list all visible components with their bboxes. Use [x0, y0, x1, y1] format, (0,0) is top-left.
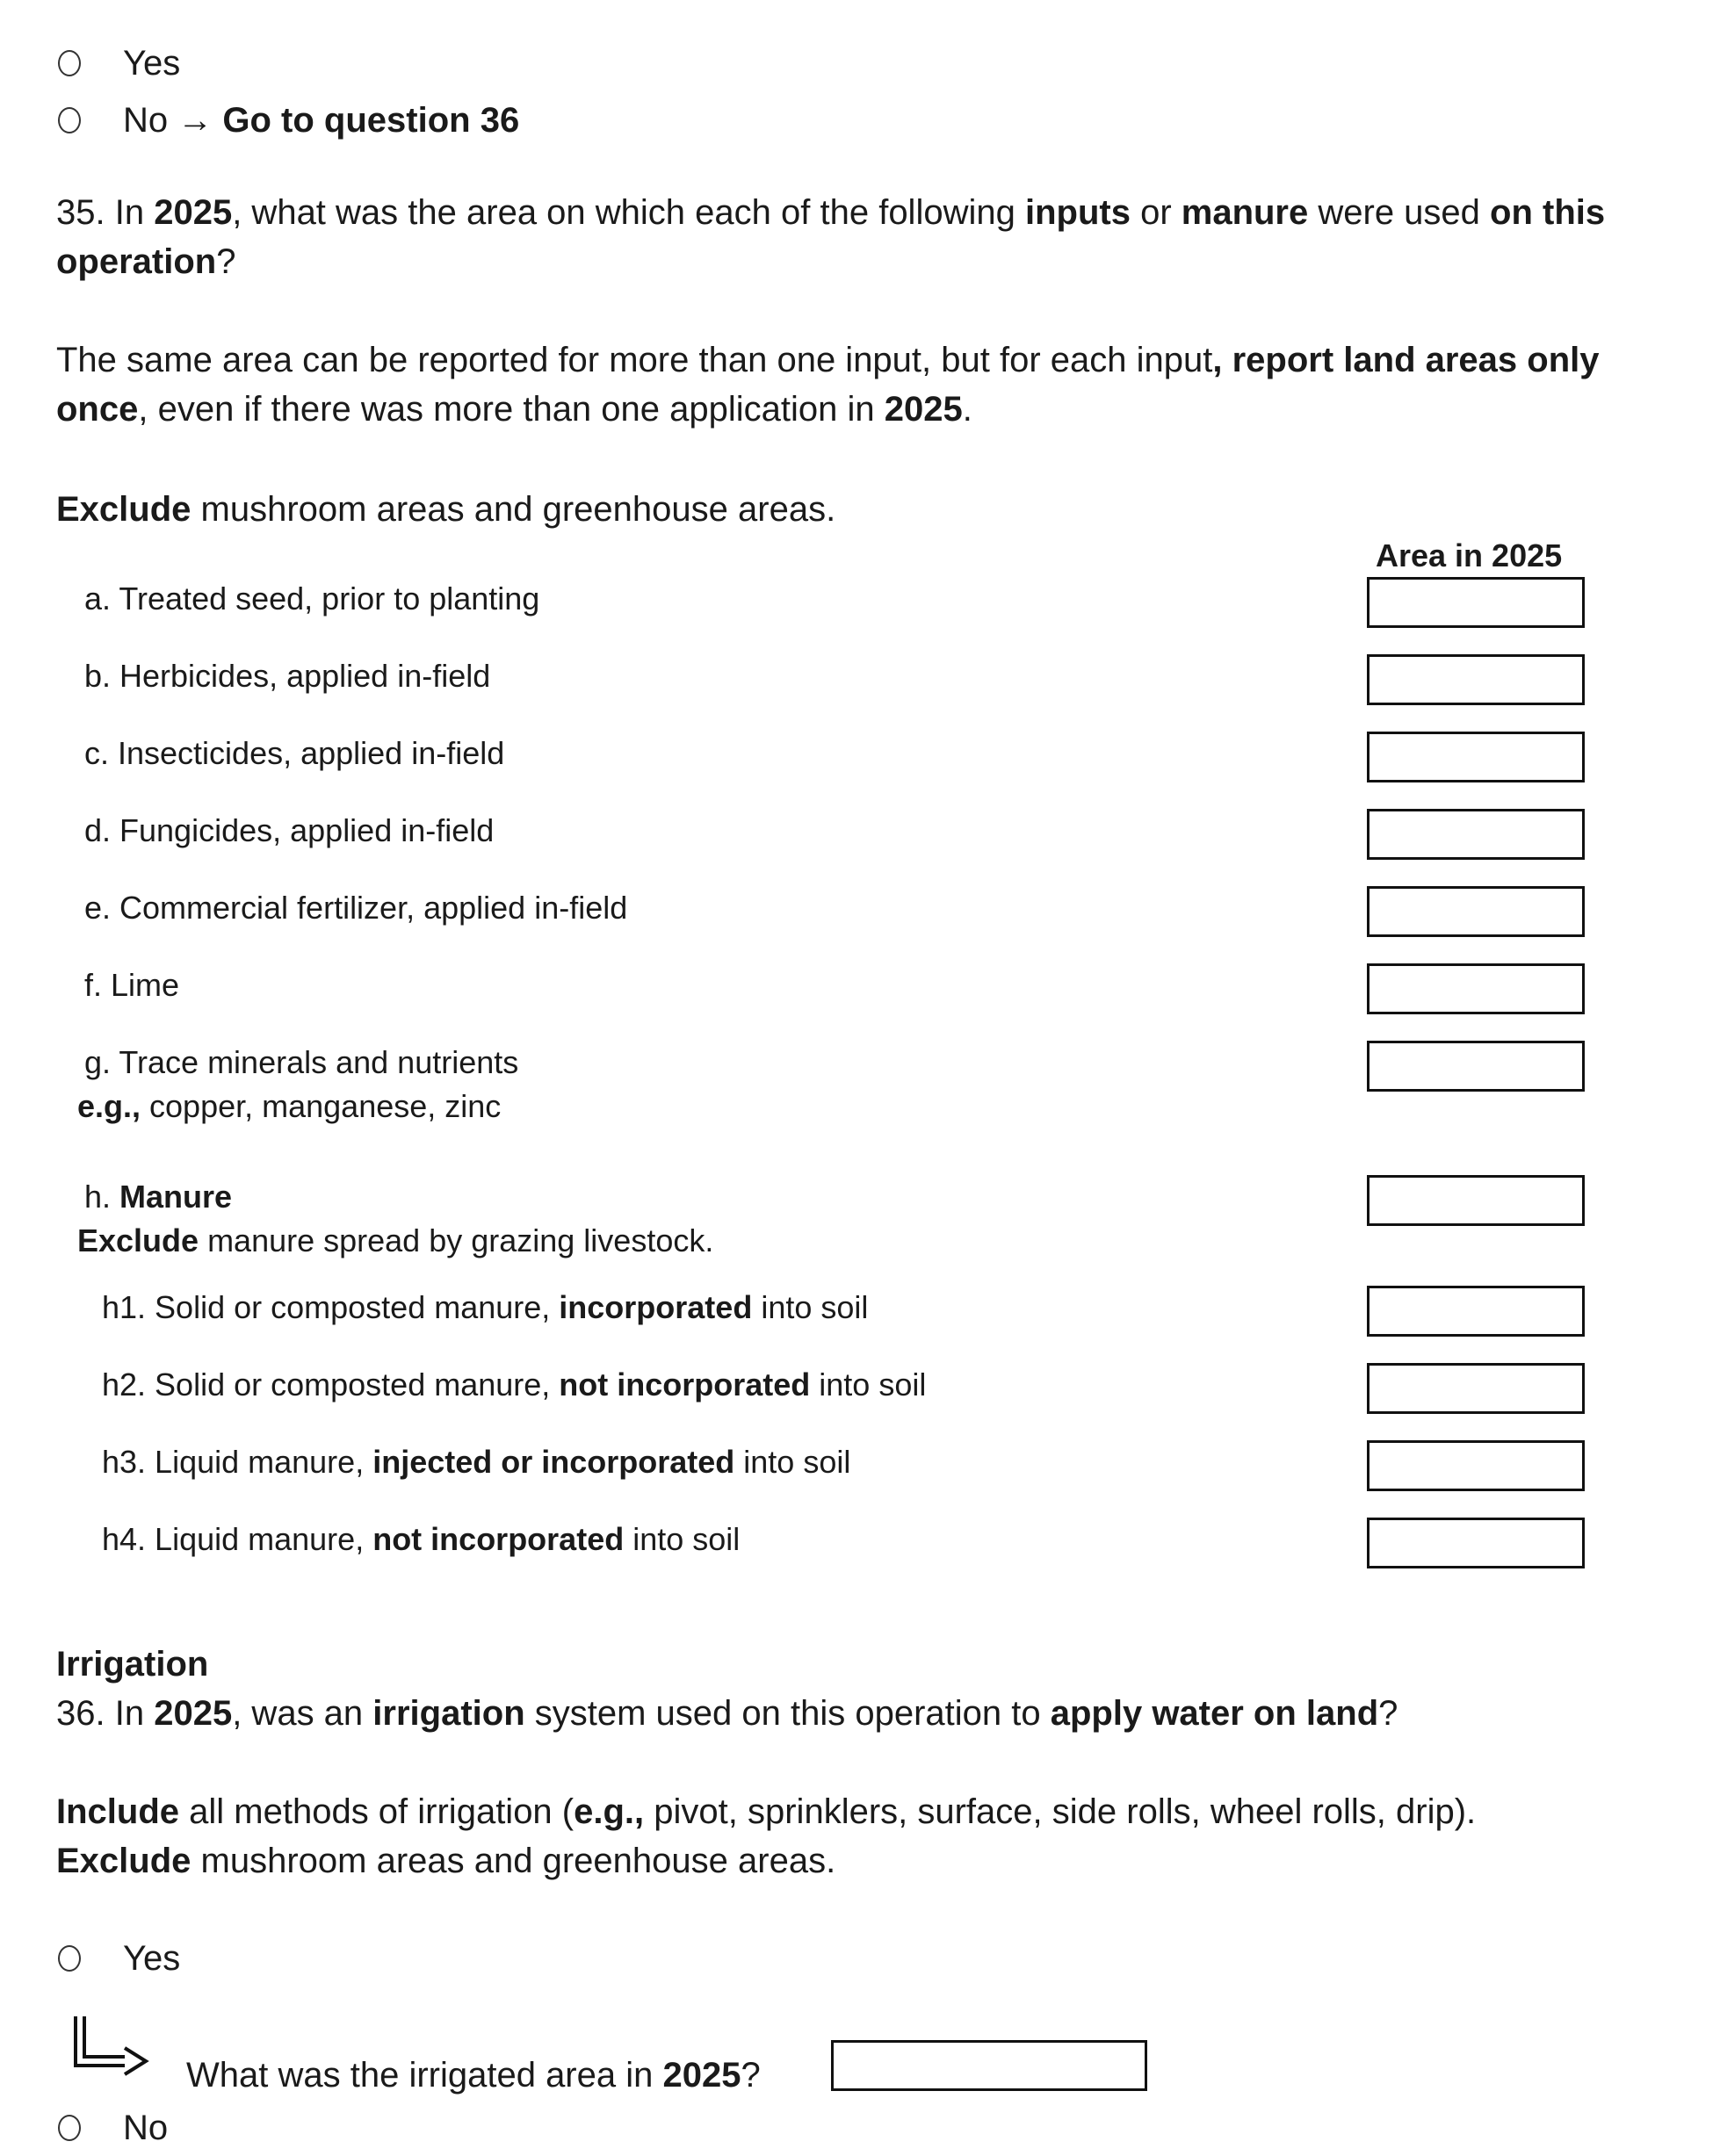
q36-instructions: [56, 1787, 1476, 1886]
q35-note: [56, 335, 1600, 434]
q35-inputs: inputs: [1024, 193, 1131, 232]
item-h3-bold: injected or incorporated: [372, 1444, 735, 1480]
area-input-f[interactable]: [1367, 963, 1585, 1014]
item-h-exclude-text: manure spread by grazing livestock.: [199, 1222, 714, 1258]
q36-followup-year: 2025: [662, 2056, 741, 2095]
item-h2-bold: not incorporated: [559, 1366, 811, 1402]
q36-followup-text: What was the irrigated area in: [186, 2056, 663, 2095]
q35-note-year: 2025: [884, 390, 963, 429]
radio-yes-q36[interactable]: [58, 1945, 81, 1972]
q36-include-eg: e.g.,: [574, 1792, 645, 1831]
radio-no-q36[interactable]: [58, 2115, 81, 2141]
area-input-h3[interactable]: [1367, 1440, 1585, 1491]
item-h3-label: [102, 1443, 850, 1482]
item-h4-label: [102, 1520, 740, 1559]
q36-include-text: pivot, sprinklers, surface, side rolls, wheel rolls, drip).: [644, 1792, 1477, 1831]
radio-no-q34[interactable]: [58, 107, 81, 133]
item-h2-text: h2. Solid or composted manure,: [102, 1366, 560, 1402]
q36-exclude-bold: Exclude: [56, 1842, 192, 1880]
q36-text: In: [114, 1694, 155, 1733]
q36-include-bold: Include: [56, 1792, 180, 1831]
section-heading: Irrigation: [56, 1645, 209, 1684]
item-h-exclude: [77, 1222, 713, 1260]
q35-note-text: , even if there was more than one application in: [138, 390, 885, 429]
q36-followup-text: ?: [741, 2056, 761, 2095]
option-yes-label: Yes: [123, 44, 181, 83]
skip-instruction: Go to question 36: [222, 101, 520, 140]
irrigation-section: [56, 1640, 1398, 1738]
area-input-c[interactable]: [1367, 732, 1585, 782]
q36-text: system used on this operation to: [524, 1694, 1051, 1733]
area-input-b[interactable]: [1367, 654, 1585, 705]
q35-note-bold: , report land areas only: [1212, 341, 1600, 379]
item-d-label: d. Fungicides, applied in-field: [84, 812, 495, 848]
item-h2-text: into soil: [810, 1366, 927, 1402]
q36-year: 2025: [154, 1694, 233, 1733]
q35-question: [56, 188, 1605, 286]
item-h1-bold: incorporated: [559, 1289, 753, 1325]
item-h-label: [84, 1178, 232, 1216]
radio-yes-q34[interactable]: [58, 50, 81, 76]
area-input-d[interactable]: [1367, 809, 1585, 860]
q35-note-text: The same area can be reported for more than one input, but for each input: [56, 341, 1213, 379]
option-no-label: [123, 99, 519, 141]
q35-manure: manure: [1181, 193, 1309, 232]
q36-apply: apply water on land: [1050, 1694, 1379, 1733]
q35-on-this: on this: [1490, 193, 1606, 232]
area-input-h2[interactable]: [1367, 1363, 1585, 1414]
item-h4-text: h4. Liquid manure,: [102, 1521, 373, 1557]
item-h1-text: into soil: [752, 1289, 869, 1325]
item-c-label: c. Insecticides, applied in-field: [84, 735, 505, 771]
item-h4-text: into soil: [624, 1521, 741, 1557]
q36-text: , was an: [232, 1694, 373, 1733]
item-h3-text: into soil: [734, 1444, 851, 1480]
item-g-example: [77, 1087, 501, 1126]
column-header: [1376, 537, 1562, 575]
item-a-label: a. Treated seed, prior to planting: [84, 580, 540, 617]
turn-down-right-arrow-icon: [72, 2015, 151, 2076]
item-h-exclude-bold: Exclude: [77, 1222, 199, 1258]
item-h2-label: [102, 1366, 926, 1404]
q35-text: , what was the area on which each of the following: [232, 193, 1025, 232]
q36-number: 36.: [56, 1694, 105, 1733]
item-e-label: e. Commercial fertilizer, applied in-field: [84, 890, 628, 926]
item-h1-text: h1. Solid or composted manure,: [102, 1289, 560, 1325]
q35-exclude-text: mushroom areas and greenhouse areas.: [191, 490, 836, 529]
q36-no-label: No: [123, 2109, 169, 2147]
q36-include-text: all methods of irrigation (: [179, 1792, 575, 1831]
q36-yes-label: Yes: [123, 1939, 181, 1978]
q35-operation: operation: [56, 242, 217, 281]
q35-text: In: [114, 193, 155, 232]
area-input-a[interactable]: [1367, 577, 1585, 628]
item-h4-bold: not incorporated: [372, 1521, 625, 1557]
area-input-h4[interactable]: [1367, 1518, 1585, 1568]
q35-note-bold: once: [56, 390, 139, 429]
q35-text: or: [1130, 193, 1182, 232]
area-input-e[interactable]: [1367, 886, 1585, 937]
q35-exclude: [56, 485, 835, 534]
item-g-eg: e.g.,: [77, 1088, 141, 1124]
q35-text: were used: [1308, 193, 1491, 232]
item-g-label: g. Trace minerals and nutrients: [84, 1044, 519, 1080]
q36-text: ?: [1378, 1694, 1398, 1733]
item-h1-label: [102, 1288, 868, 1327]
q35-exclude-bold: Exclude: [56, 490, 192, 529]
q35-number: 35.: [56, 193, 105, 232]
column-header-text: Area in 2025: [1376, 537, 1563, 573]
area-input-g[interactable]: [1367, 1041, 1585, 1092]
q36-followup-label: [186, 2054, 761, 2096]
item-h-prefix: h.: [84, 1179, 120, 1215]
item-h-bold: Manure: [119, 1179, 233, 1215]
q36-irrigation: irrigation: [372, 1694, 525, 1733]
q36-exclude-text: mushroom areas and greenhouse areas.: [191, 1842, 836, 1880]
q35-year: 2025: [154, 193, 233, 232]
q35-note-text: .: [962, 390, 972, 429]
item-f-label: f. Lime: [84, 967, 180, 1003]
item-h3-text: h3. Liquid manure,: [102, 1444, 373, 1480]
item-g-eg-text: copper, manganese, zinc: [141, 1088, 502, 1124]
irrigated-area-input[interactable]: [831, 2040, 1147, 2091]
item-b-label: b. Herbicides, applied in-field: [84, 658, 491, 694]
option-no-text: No: [123, 101, 169, 140]
area-input-h[interactable]: [1367, 1175, 1585, 1226]
right-arrow-icon: →: [177, 101, 213, 140]
area-input-h1[interactable]: [1367, 1286, 1585, 1337]
q35-text: ?: [216, 242, 236, 281]
